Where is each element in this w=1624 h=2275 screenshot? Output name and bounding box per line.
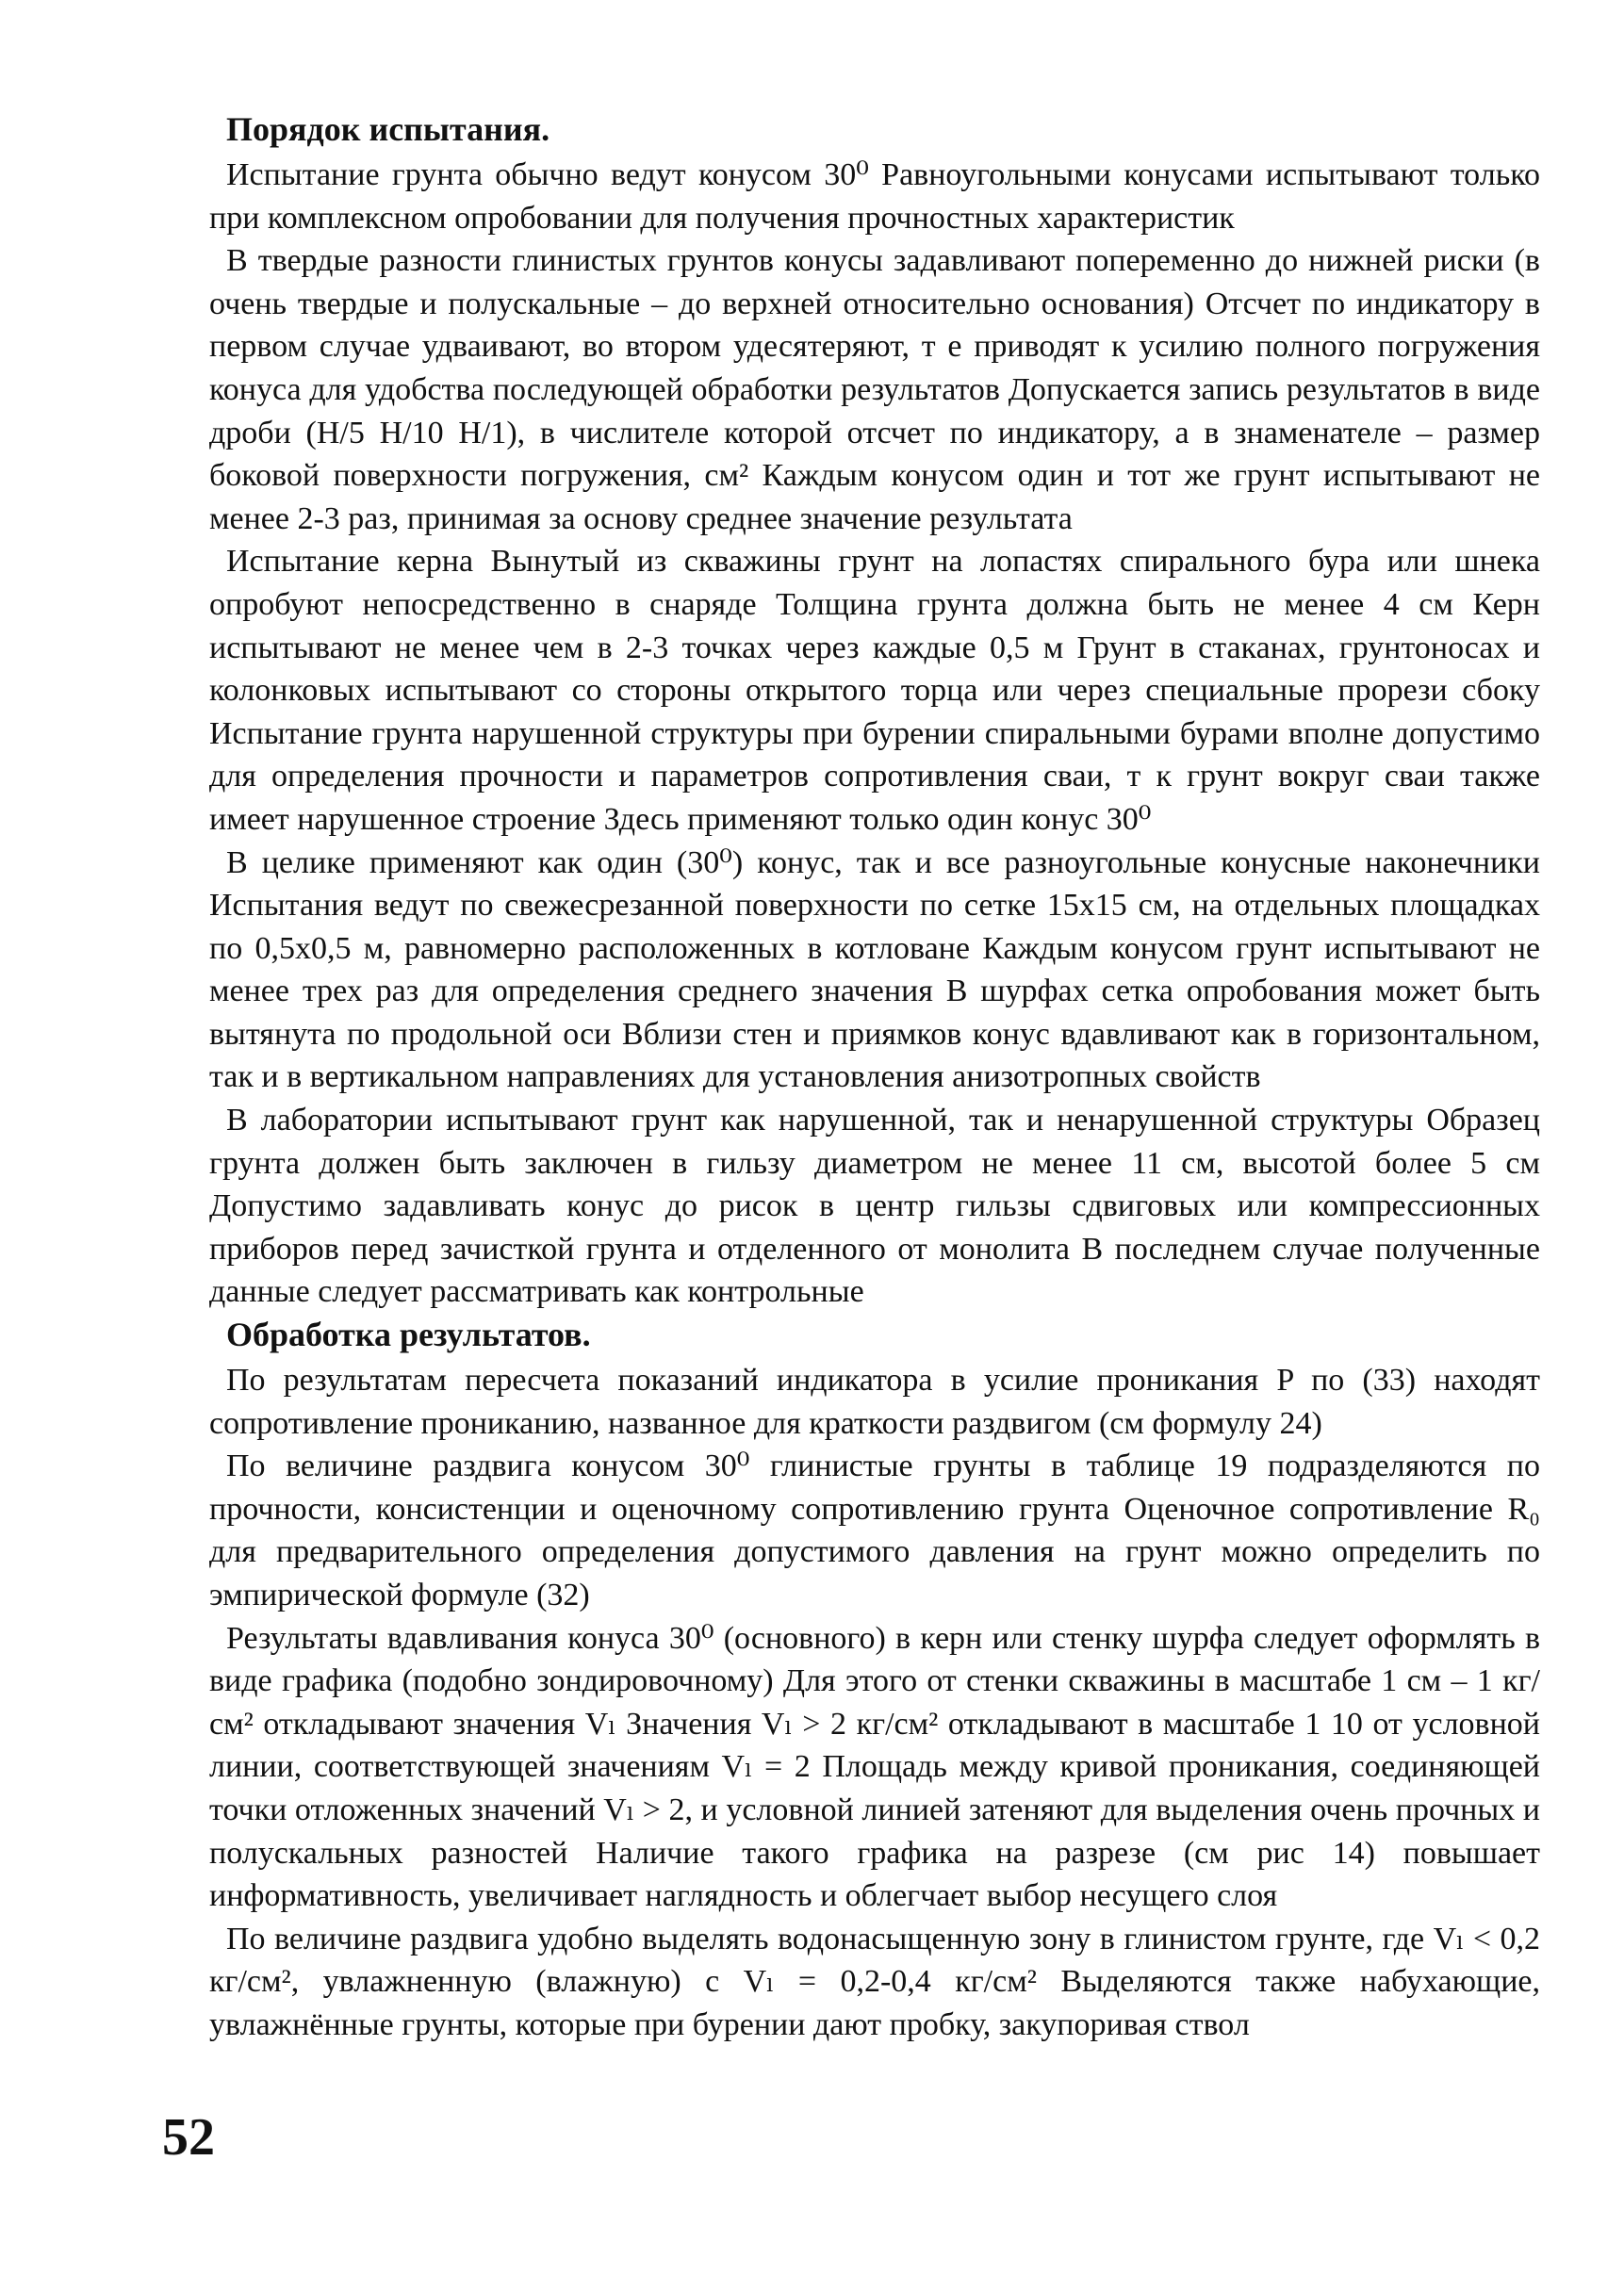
paragraph: По результатам пересчета показаний индикатора в усилие проникания P по (33) находят сопротивление прониканию, названное для краткости раздвигом (см формулу 24) (209, 1363, 1540, 1441)
paragraph: Результаты вдавливания конуса 30⁰ (основного) в керн или стенку шурфа следует оформлять в виде графика (подобно зондировочному) Для этого от стенки скважины в масштабе 1 см – 1 кг/см² откладывают значения Vₗ Значения Vₗ > 2 кг/см² откладывают в масштабе 1 10 от условной линии, соответствующей значениям Vₗ = 2 Площадь между кривой проникания, соединяющей точки отложенных значений Vₗ > 2, и условной линией затеняют для выделения очень прочных и полускальных разностей Наличие такого графика на разрезе (см рис 14) повышает информативность, увеличивает наглядность и облегчает выбор несущего слоя (209, 1620, 1540, 1914)
paragraph: В лаборатории испытывают грунт как нарушенной, так и ненарушенной структуры Образец грунта должен быть заключен в гильзу диаметром не менее 11 см, высотой более 5 см Допустимо задавливать конус до рисок в центр гильзы сдвиговых или компрессионных приборов перед зачисткой грунта и отделенного от монолита В последнем случае полученные данные следует рассматривать как контрольные (209, 1103, 1540, 1310)
paragraph: Испытание грунта обычно ведут конусом 30⁰ Равноугольными конусами испытывают только при комплексном опробовании для получения прочностных характеристик (209, 157, 1540, 236)
section-heading-results-processing: Обработка результатов. (226, 1316, 591, 1354)
paragraph: По величине раздвига конусом 30⁰ глинистые грунты в таблице 19 подразделяются по прочности, консистенции и оценочному сопротивлению грунта Оценочное сопротивление R₀ для предварительного определения допустимого давления на грунт можно определить по эмпирической формуле (32) (209, 1448, 1540, 1612)
paragraph: В твердые разности глинистых грунтов конусы задавливают попеременно до нижней риски (в очень твердые и полускальные – до верхней относительно основания) Отсчет по индикатору в первом случае удваивают, во втором удесятеряют, т е приводят к усилию полного погружения конуса для удобства последующей обработки результатов Допускается запись результатов в виде дроби (H/5 H/10 H/1), в числителе которой отсчет по индикатору, а в знаменателе – размер боковой поверхности погружения, см² Каждым конусом один и тот же грунт испытывают не менее 2-3 раз, принимая за основу среднее значение результата (209, 243, 1540, 536)
paragraph: Испытание керна Вынутый из скважины грунт на лопастях спирального бура или шнека опробуют непосредственно в снаряде Толщина грунта должна быть не менее 4 см Керн испытывают не менее чем в 2-3 точках через каждые 0,5 м Грунт в стаканах, грунтоносах и колонковых испытывают со стороны открытого торца или через специальные прорези сбоку Испытание грунта нарушенной структуры при бурении спиральными бурами вполне допустимо для определения прочности и параметров сопротивления сваи, т к грунт вокруг сваи также имеет нарушенное строение Здесь применяют только один конус 30⁰ (209, 544, 1540, 837)
page-number: 52 (162, 2108, 215, 2167)
paragraph: По величине раздвига удобно выделять водонасыщенную зону в глинистом грунте, где Vₗ < 0,2 кг/см², увлажненную (влажную) с Vₗ = 0,2-0,4 кг/см² Выделяются также набухающие, увлажнённые грунты, которые при бурении дают пробку, закупоривая ствол (209, 1921, 1540, 2042)
section-heading-test-procedure: Порядок испытания. (226, 110, 550, 148)
paragraph: В целике применяют как один (30⁰) конус, так и все разноугольные конусные наконечники Испытания ведут по свежесрезанной поверхности по сетке 15х15 см, на отдельных площадках по 0,5х0,5 м, равномерно расположенных в котловане Каждым конусом грунт испытывают не менее трех раз для определения среднего значения В шурфах сетка опробования может быть вытянута по продольной оси Вблизи стен и приямков конус вдавливают как в горизонтальном, так и в вертикальном направлениях для установления анизотропных свойств (209, 844, 1540, 1095)
body-text (209, 108, 1540, 2047)
